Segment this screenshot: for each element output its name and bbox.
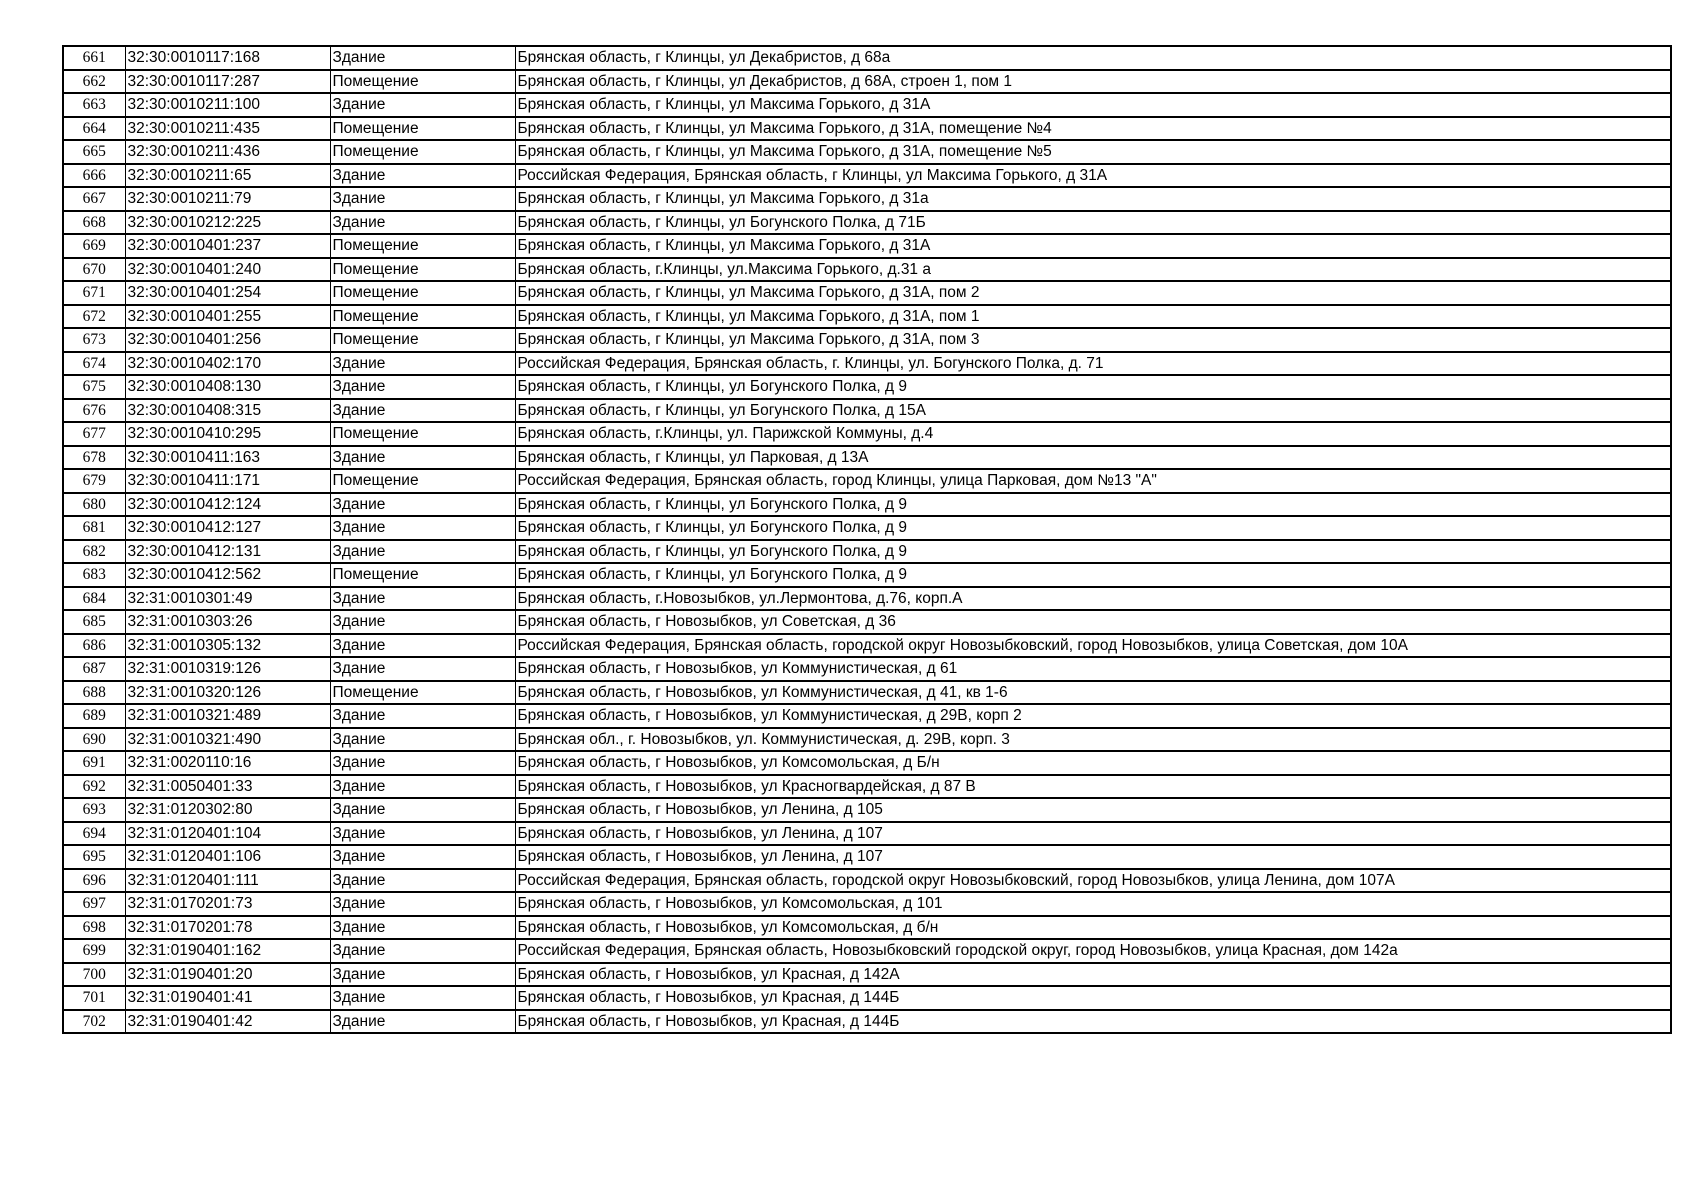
row-number-cell: 696	[63, 869, 125, 893]
address-cell: Брянская область, г Клинцы, ул Декабристов, д 68а	[515, 46, 1671, 70]
cadastral-number-cell: 32:31:0190401:41	[125, 986, 330, 1010]
object-type-cell: Здание	[330, 892, 515, 916]
object-type-cell: Помещение	[330, 117, 515, 141]
row-number-cell: 685	[63, 610, 125, 634]
object-type-cell: Здание	[330, 187, 515, 211]
row-number-cell: 700	[63, 963, 125, 987]
cadastral-number-cell: 32:31:0010321:489	[125, 704, 330, 728]
object-type-cell: Помещение	[330, 422, 515, 446]
cadastral-number-cell: 32:30:0010211:65	[125, 164, 330, 188]
object-type-cell: Здание	[330, 822, 515, 846]
cadastral-number-cell: 32:30:0010117:168	[125, 46, 330, 70]
address-cell: Брянская область, г Клинцы, ул Максима Горького, д 31А, пом 3	[515, 328, 1671, 352]
object-type-cell: Здание	[330, 963, 515, 987]
cadastral-number-cell: 32:30:0010401:255	[125, 305, 330, 329]
object-type-cell: Здание	[330, 540, 515, 564]
object-type-cell: Здание	[330, 728, 515, 752]
row-number-cell: 665	[63, 140, 125, 164]
object-type-cell: Здание	[330, 704, 515, 728]
address-cell: Брянская область, г Новозыбков, ул Коммунистическая, д 61	[515, 657, 1671, 681]
address-cell: Брянская область, г Новозыбков, ул Красная, д 142А	[515, 963, 1671, 987]
cadastral-number-cell: 32:31:0120401:104	[125, 822, 330, 846]
row-number-cell: 701	[63, 986, 125, 1010]
table-row	[63, 704, 1671, 728]
table-row	[63, 751, 1671, 775]
cadastral-number-cell: 32:30:0010412:127	[125, 516, 330, 540]
object-type-cell: Помещение	[330, 70, 515, 94]
row-number-cell: 674	[63, 352, 125, 376]
cadastral-number-cell: 32:30:0010401:254	[125, 281, 330, 305]
row-number-cell: 683	[63, 563, 125, 587]
row-number-cell: 672	[63, 305, 125, 329]
cadastral-number-cell: 32:30:0010412:131	[125, 540, 330, 564]
cadastral-number-cell: 32:30:0010411:171	[125, 469, 330, 493]
table-row	[63, 587, 1671, 611]
address-cell: Брянская область, г Новозыбков, ул Комсомольская, д Б/н	[515, 751, 1671, 775]
property-registry-table	[62, 45, 1672, 1034]
row-number-cell: 666	[63, 164, 125, 188]
object-type-cell: Здание	[330, 211, 515, 235]
table-row	[63, 187, 1671, 211]
cadastral-number-cell: 32:31:0170201:78	[125, 916, 330, 940]
cadastral-number-cell: 32:31:0170201:73	[125, 892, 330, 916]
object-type-cell: Помещение	[330, 681, 515, 705]
address-cell: Российская Федерация, Брянская область, город Клинцы, улица Парковая, дом №13 "А"	[515, 469, 1671, 493]
cadastral-number-cell: 32:30:0010211:79	[125, 187, 330, 211]
row-number-cell: 671	[63, 281, 125, 305]
table-row	[63, 822, 1671, 846]
object-type-cell: Здание	[330, 46, 515, 70]
object-type-cell: Здание	[330, 775, 515, 799]
table-row	[63, 986, 1671, 1010]
row-number-cell: 686	[63, 634, 125, 658]
table-row	[63, 516, 1671, 540]
object-type-cell: Здание	[330, 93, 515, 117]
row-number-cell: 668	[63, 211, 125, 235]
address-cell: Брянская область, г Новозыбков, ул Ленина, д 107	[515, 845, 1671, 869]
table-row	[63, 634, 1671, 658]
address-cell: Брянская область, г Клинцы, ул Богунского Полка, д 9	[515, 516, 1671, 540]
cadastral-number-cell: 32:31:0050401:33	[125, 775, 330, 799]
object-type-cell: Помещение	[330, 258, 515, 282]
row-number-cell: 676	[63, 399, 125, 423]
table-row	[63, 1010, 1671, 1034]
address-cell: Брянская область, г Новозыбков, ул Коммунистическая, д 41, кв 1-6	[515, 681, 1671, 705]
row-number-cell: 688	[63, 681, 125, 705]
address-cell: Брянская область, г Клинцы, ул Декабристов, д 68А, строен 1, пом 1	[515, 70, 1671, 94]
table-row	[63, 939, 1671, 963]
row-number-cell: 691	[63, 751, 125, 775]
cadastral-number-cell: 32:30:0010410:295	[125, 422, 330, 446]
table-row	[63, 46, 1671, 70]
row-number-cell: 693	[63, 798, 125, 822]
cadastral-number-cell: 32:31:0020110:16	[125, 751, 330, 775]
row-number-cell: 680	[63, 493, 125, 517]
address-cell: Брянская область, г Новозыбков, ул Красная, д 144Б	[515, 1010, 1671, 1034]
table-row	[63, 798, 1671, 822]
cadastral-number-cell: 32:30:0010408:315	[125, 399, 330, 423]
address-cell: Брянская область, г Новозыбков, ул Комсомольская, д 101	[515, 892, 1671, 916]
row-number-cell: 664	[63, 117, 125, 141]
cadastral-number-cell: 32:30:0010408:130	[125, 375, 330, 399]
table-row	[63, 540, 1671, 564]
row-number-cell: 663	[63, 93, 125, 117]
cadastral-number-cell: 32:30:0010212:225	[125, 211, 330, 235]
object-type-cell: Здание	[330, 375, 515, 399]
address-cell: Брянская область, г Клинцы, ул Богунского Полка, д 9	[515, 563, 1671, 587]
registry-table-body	[63, 46, 1671, 1033]
cadastral-number-cell: 32:30:0010211:435	[125, 117, 330, 141]
object-type-cell: Здание	[330, 587, 515, 611]
cadastral-number-cell: 32:30:0010401:256	[125, 328, 330, 352]
cadastral-number-cell: 32:31:0010303:26	[125, 610, 330, 634]
table-row	[63, 657, 1671, 681]
address-cell: Брянская область, г Клинцы, ул Богунского Полка, д 15А	[515, 399, 1671, 423]
table-row	[63, 493, 1671, 517]
object-type-cell: Здание	[330, 869, 515, 893]
address-cell: Брянская область, г Новозыбков, ул Советская, д 36	[515, 610, 1671, 634]
table-row	[63, 328, 1671, 352]
object-type-cell: Здание	[330, 751, 515, 775]
cadastral-number-cell: 32:30:0010211:100	[125, 93, 330, 117]
row-number-cell: 702	[63, 1010, 125, 1034]
table-row	[63, 258, 1671, 282]
cadastral-number-cell: 32:31:0010301:49	[125, 587, 330, 611]
object-type-cell: Здание	[330, 493, 515, 517]
address-cell: Брянская область, г Новозыбков, ул Ленина, д 107	[515, 822, 1671, 846]
row-number-cell: 677	[63, 422, 125, 446]
cadastral-number-cell: 32:31:0120302:80	[125, 798, 330, 822]
cadastral-number-cell: 32:30:0010412:562	[125, 563, 330, 587]
object-type-cell: Здание	[330, 939, 515, 963]
table-row	[63, 352, 1671, 376]
address-cell: Брянская область, г.Клинцы, ул. Парижской Коммуны, д.4	[515, 422, 1671, 446]
object-type-cell: Здание	[330, 798, 515, 822]
address-cell: Брянская область, г Новозыбков, ул Комсомольская, д б/н	[515, 916, 1671, 940]
table-row	[63, 892, 1671, 916]
row-number-cell: 699	[63, 939, 125, 963]
cadastral-number-cell: 32:31:0120401:111	[125, 869, 330, 893]
row-number-cell: 678	[63, 446, 125, 470]
object-type-cell: Помещение	[330, 140, 515, 164]
table-row	[63, 70, 1671, 94]
address-cell: Брянская область, г Новозыбков, ул Коммунистическая, д 29В, корп 2	[515, 704, 1671, 728]
object-type-cell: Здание	[330, 352, 515, 376]
address-cell: Брянская область, г Клинцы, ул Максима Горького, д 31а	[515, 187, 1671, 211]
row-number-cell: 675	[63, 375, 125, 399]
row-number-cell: 682	[63, 540, 125, 564]
object-type-cell: Помещение	[330, 234, 515, 258]
table-row	[63, 563, 1671, 587]
object-type-cell: Помещение	[330, 305, 515, 329]
cadastral-number-cell: 32:31:0190401:20	[125, 963, 330, 987]
row-number-cell: 679	[63, 469, 125, 493]
address-cell: Брянская область, г Клинцы, ул Максима Горького, д 31А, помещение №5	[515, 140, 1671, 164]
address-cell: Брянская область, г Клинцы, ул Максима Горького, д 31А, помещение №4	[515, 117, 1671, 141]
object-type-cell: Помещение	[330, 328, 515, 352]
table-row	[63, 469, 1671, 493]
table-row	[63, 728, 1671, 752]
address-cell: Брянская область, г Клинцы, ул Богунского Полка, д 9	[515, 375, 1671, 399]
object-type-cell: Здание	[330, 399, 515, 423]
row-number-cell: 669	[63, 234, 125, 258]
table-row	[63, 140, 1671, 164]
row-number-cell: 684	[63, 587, 125, 611]
row-number-cell: 694	[63, 822, 125, 846]
row-number-cell: 673	[63, 328, 125, 352]
object-type-cell: Здание	[330, 986, 515, 1010]
address-cell: Российская Федерация, Брянская область, г. Клинцы, ул. Богунского Полка, д. 71	[515, 352, 1671, 376]
address-cell: Брянская область, г Клинцы, ул Максима Горького, д 31А	[515, 93, 1671, 117]
table-row	[63, 446, 1671, 470]
address-cell: Российская Федерация, Брянская область, городской округ Новозыбковский, город Новозыбков, улица Советская, дом 10А	[515, 634, 1671, 658]
address-cell: Брянская область, г Клинцы, ул Максима Горького, д 31А	[515, 234, 1671, 258]
object-type-cell: Помещение	[330, 281, 515, 305]
table-row	[63, 93, 1671, 117]
row-number-cell: 697	[63, 892, 125, 916]
table-row	[63, 422, 1671, 446]
table-row	[63, 681, 1671, 705]
row-number-cell: 687	[63, 657, 125, 681]
address-cell: Российская Федерация, Брянская область, городской округ Новозыбковский, город Новозыбков, улица Ленина, дом 107А	[515, 869, 1671, 893]
object-type-cell: Здание	[330, 446, 515, 470]
address-cell: Брянская область, г Клинцы, ул Богунского Полка, д 9	[515, 493, 1671, 517]
table-row	[63, 916, 1671, 940]
object-type-cell: Здание	[330, 845, 515, 869]
cadastral-number-cell: 32:31:0190401:162	[125, 939, 330, 963]
row-number-cell: 662	[63, 70, 125, 94]
cadastral-number-cell: 32:30:0010411:163	[125, 446, 330, 470]
cadastral-number-cell: 32:30:0010412:124	[125, 493, 330, 517]
address-cell: Брянская область, г Клинцы, ул Богунского Полка, д 71Б	[515, 211, 1671, 235]
address-cell: Брянская область, г Клинцы, ул Максима Горького, д 31А, пом 2	[515, 281, 1671, 305]
row-number-cell: 681	[63, 516, 125, 540]
address-cell: Брянская область, г Клинцы, ул Богунского Полка, д 9	[515, 540, 1671, 564]
cadastral-number-cell: 32:31:0010320:126	[125, 681, 330, 705]
row-number-cell: 667	[63, 187, 125, 211]
row-number-cell: 692	[63, 775, 125, 799]
address-cell: Брянская область, г.Новозыбков, ул.Лермонтова, д.76, корп.А	[515, 587, 1671, 611]
object-type-cell: Здание	[330, 610, 515, 634]
cadastral-number-cell: 32:30:0010402:170	[125, 352, 330, 376]
table-row	[63, 281, 1671, 305]
table-row	[63, 399, 1671, 423]
table-row	[63, 117, 1671, 141]
cadastral-number-cell: 32:31:0120401:106	[125, 845, 330, 869]
table-row	[63, 305, 1671, 329]
row-number-cell: 695	[63, 845, 125, 869]
address-cell: Брянская обл., г. Новозыбков, ул. Коммунистическая, д. 29В, корп. 3	[515, 728, 1671, 752]
object-type-cell: Помещение	[330, 563, 515, 587]
address-cell: Брянская область, г Клинцы, ул Парковая, д 13А	[515, 446, 1671, 470]
table-row	[63, 610, 1671, 634]
table-row	[63, 775, 1671, 799]
object-type-cell: Здание	[330, 164, 515, 188]
table-row	[63, 375, 1671, 399]
address-cell: Брянская область, г Новозыбков, ул Ленина, д 105	[515, 798, 1671, 822]
cadastral-number-cell: 32:30:0010401:237	[125, 234, 330, 258]
cadastral-number-cell: 32:31:0010305:132	[125, 634, 330, 658]
table-row	[63, 869, 1671, 893]
cadastral-number-cell: 32:30:0010117:287	[125, 70, 330, 94]
address-cell: Брянская область, г Новозыбков, ул Красногвардейская, д 87 В	[515, 775, 1671, 799]
row-number-cell: 698	[63, 916, 125, 940]
object-type-cell: Здание	[330, 916, 515, 940]
table-row	[63, 164, 1671, 188]
table-row	[63, 234, 1671, 258]
object-type-cell: Здание	[330, 657, 515, 681]
cadastral-number-cell: 32:31:0010319:126	[125, 657, 330, 681]
table-row	[63, 845, 1671, 869]
address-cell: Российская Федерация, Брянская область, г Клинцы, ул Максима Горького, д 31А	[515, 164, 1671, 188]
object-type-cell: Здание	[330, 634, 515, 658]
row-number-cell: 661	[63, 46, 125, 70]
object-type-cell: Помещение	[330, 469, 515, 493]
cadastral-number-cell: 32:31:0190401:42	[125, 1010, 330, 1034]
row-number-cell: 689	[63, 704, 125, 728]
address-cell: Брянская область, г.Клинцы, ул.Максима Горького, д.31 а	[515, 258, 1671, 282]
cadastral-number-cell: 32:30:0010211:436	[125, 140, 330, 164]
table-row	[63, 963, 1671, 987]
row-number-cell: 690	[63, 728, 125, 752]
cadastral-number-cell: 32:31:0010321:490	[125, 728, 330, 752]
cadastral-number-cell: 32:30:0010401:240	[125, 258, 330, 282]
address-cell: Брянская область, г Новозыбков, ул Красная, д 144Б	[515, 986, 1671, 1010]
object-type-cell: Здание	[330, 1010, 515, 1034]
address-cell: Брянская область, г Клинцы, ул Максима Горького, д 31А, пом 1	[515, 305, 1671, 329]
table-row	[63, 211, 1671, 235]
address-cell: Российская Федерация, Брянская область, Новозыбковский городской округ, город Новозыбков, улица Красная, дом 142а	[515, 939, 1671, 963]
row-number-cell: 670	[63, 258, 125, 282]
object-type-cell: Здание	[330, 516, 515, 540]
